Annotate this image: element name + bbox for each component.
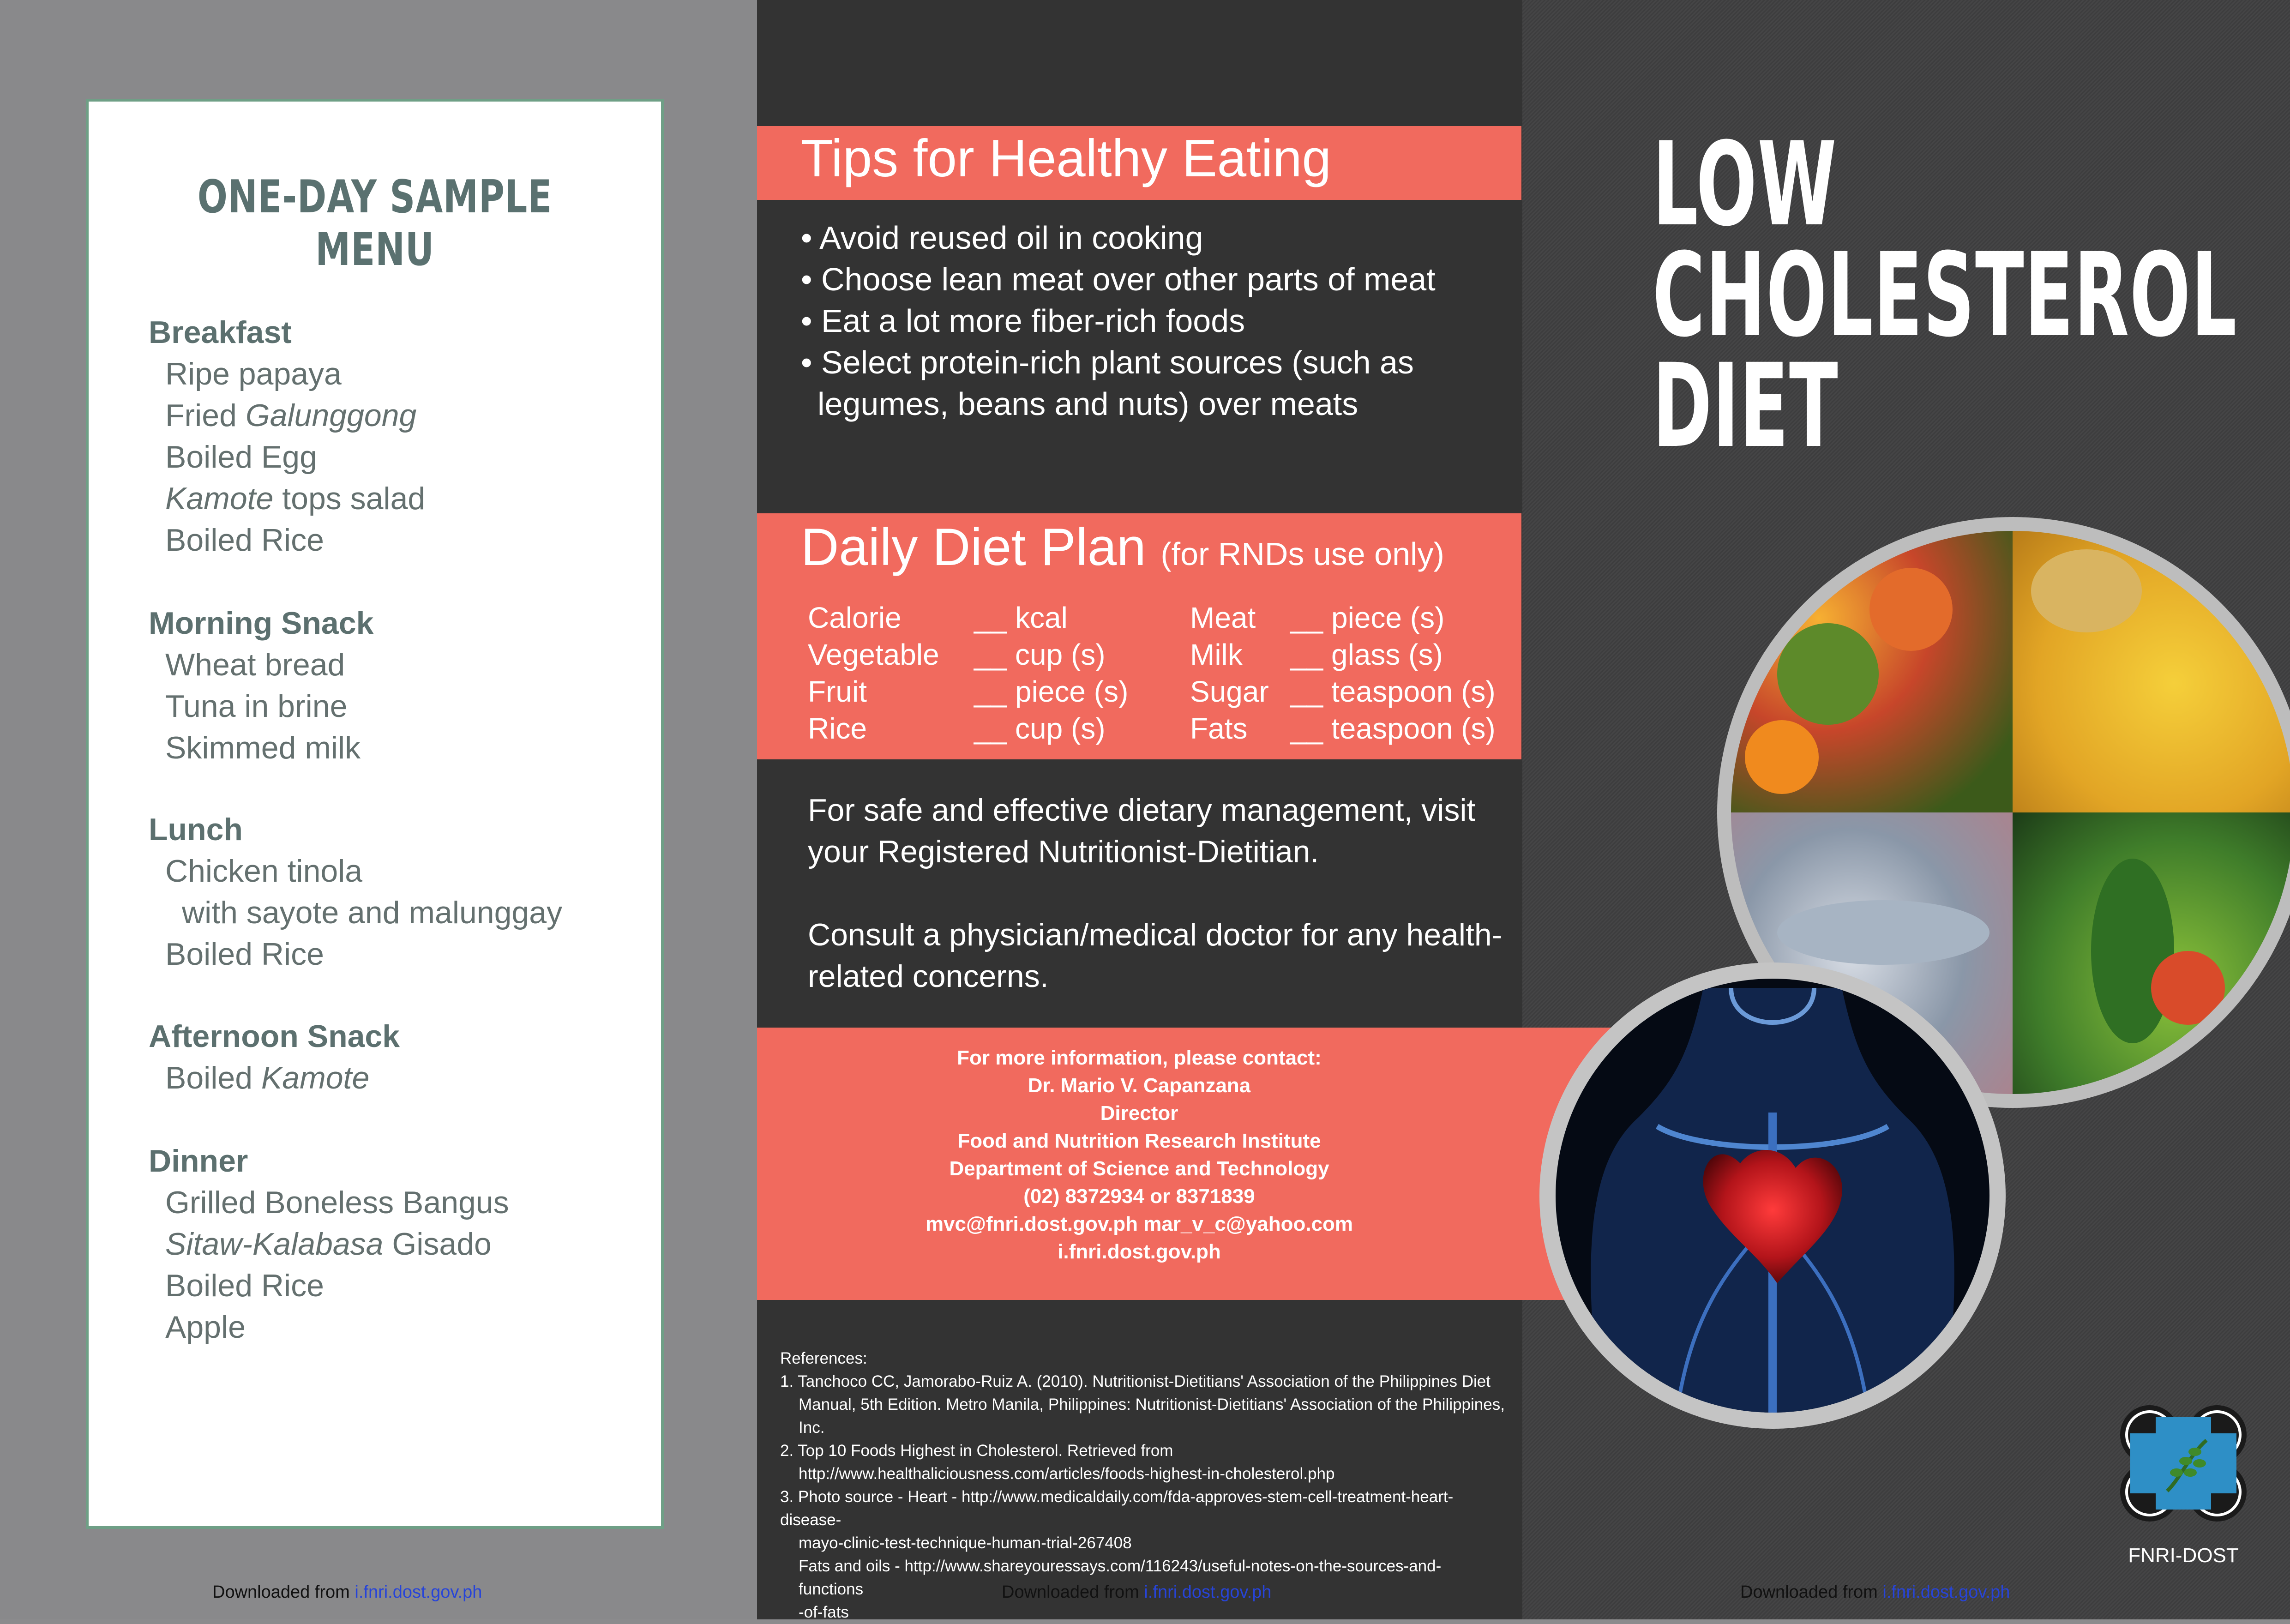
meal-breakfast [149, 312, 425, 561]
plan-value: __ piece (s) [974, 675, 1129, 708]
meal-item: Boiled Kamote [165, 1060, 370, 1095]
meal-dinner [149, 1140, 509, 1348]
tip-item: • Avoid reused oil in cooking [801, 220, 1203, 256]
plan-value: __ kcal [974, 601, 1068, 634]
meal-item: Sitaw-Kalabasa Gisado [165, 1227, 492, 1262]
meal-item: Fried Galunggong [165, 398, 417, 433]
meal-title: Morning Snack [149, 606, 374, 641]
reference-line: Inc. [799, 1419, 825, 1437]
meal-title: Dinner [149, 1143, 248, 1179]
download-prefix: Downloaded from [1002, 1582, 1144, 1602]
contact-line: Department of Science and Technology [949, 1157, 1329, 1180]
meal-item: Boiled Egg [165, 439, 317, 475]
main-title-line: LOW [1653, 117, 1837, 252]
meal-item: Boiled Rice [165, 1268, 324, 1303]
meal-item: Tuna in brine [165, 689, 348, 724]
plan-value: __ teaspoon (s) [1290, 675, 1496, 708]
reference-line: 2. Top 10 Foods Highest in Cholesterol. Retrieved from [780, 1442, 1173, 1460]
meal-item: Apple [165, 1310, 246, 1345]
reference-link[interactable]: Fats and oils - http://www.shareyouressays.com/116243/useful-notes-on-the-sources-and-functions [799, 1557, 1442, 1598]
diet-plan-title [801, 517, 1444, 577]
contact-name: Dr. Mario V. Capanzana [1028, 1074, 1251, 1097]
meal-item: Wheat bread [165, 647, 345, 682]
download-link[interactable]: i.fnri.dost.gov.ph [1882, 1582, 2010, 1602]
plan-value: __ cup (s) [974, 712, 1106, 745]
meal-item: Skimmed milk [165, 730, 361, 765]
reference-link[interactable]: -of-fats [799, 1603, 849, 1621]
meal-title: Lunch [149, 812, 243, 847]
contact-line: Director [1100, 1102, 1178, 1125]
reference-line: Manual, 5th Edition. Metro Manila, Philippines: Nutritionist-Dietitians' Association of the Philippines, [799, 1395, 1505, 1413]
plan-value: __ piece (s) [1290, 601, 1445, 634]
plan-label: Vegetable [808, 638, 939, 671]
meal-afternoon-snack [149, 1016, 400, 1099]
download-prefix: Downloaded from [1740, 1582, 1883, 1602]
plan-label: Fruit [808, 675, 867, 708]
advice-paragraph-1: For safe and effective dietary management, visit your Registered Nutritionist-Dietitian. [808, 793, 1476, 869]
meal-item: Boiled Rice [165, 523, 324, 558]
contact-line: Food and Nutrition Research Institute [957, 1130, 1321, 1152]
plan-label: Rice [808, 712, 867, 745]
meal-item: Ripe papaya [165, 356, 342, 391]
download-note [1740, 1582, 2010, 1602]
download-link[interactable]: i.fnri.dost.gov.ph [1144, 1582, 1272, 1602]
contact-website[interactable]: i.fnri.dost.gov.ph [1058, 1240, 1221, 1263]
meal-morning-snack [149, 602, 373, 769]
meal-item: with sayote and malunggay [182, 895, 563, 930]
logo-label: FNRI-DOST [2128, 1544, 2239, 1567]
meal-item: Chicken tinola [165, 854, 363, 889]
plan-value: __ cup (s) [974, 638, 1106, 671]
sample-menu-card [86, 99, 664, 1529]
plan-value: __ glass (s) [1290, 638, 1443, 671]
fnri-dost-logo-icon [2116, 1403, 2250, 1523]
reference-line: 3. Photo source - Heart - http://www.medicaldaily.com/fda-approves-stem-cell-treatment-heart-disease- [780, 1488, 1454, 1529]
contact-phone: (02) 8372934 or 8371839 [1023, 1185, 1255, 1208]
plan-label: Sugar [1190, 675, 1269, 708]
download-note [1002, 1582, 1271, 1602]
contact-line: For more information, please contact: [957, 1047, 1322, 1069]
tip-item: • Choose lean meat over other parts of meat [801, 261, 1436, 297]
plan-label: Fats [1190, 712, 1248, 745]
plan-label: Calorie [808, 601, 902, 634]
download-link[interactable]: i.fnri.dost.gov.ph [355, 1582, 482, 1602]
meal-title: Breakfast [149, 315, 292, 350]
advice-paragraph-2: Consult a physician/medical doctor for any health-related concerns. [808, 917, 1503, 994]
main-title-line: CHOLESTEROL [1653, 228, 2237, 362]
plan-label: Milk [1190, 638, 1243, 671]
plan-value: __ teaspoon (s) [1290, 712, 1496, 745]
download-note [212, 1582, 482, 1602]
tips-list [801, 217, 1512, 425]
tip-item: • Eat a lot more fiber-rich foods [801, 303, 1245, 339]
contact-email[interactable]: mvc@fnri.dost.gov.ph mar_v_c@yahoo.com [925, 1213, 1353, 1235]
tip-item: • Select protein-rich plant sources (such as legumes, beans and nuts) over meats [801, 344, 1414, 422]
main-title-line: DIET [1653, 339, 1839, 473]
meal-item: Boiled Rice [165, 937, 324, 972]
download-prefix: Downloaded from [212, 1582, 355, 1602]
diet-plan-subtitle: (for RNDs use only) [1160, 536, 1444, 572]
reference-link[interactable]: http://www.healthaliciousness.com/articles/foods-highest-in-cholesterol.php [799, 1465, 1335, 1483]
plan-label: Meat [1190, 601, 1256, 634]
contact-info [757, 1044, 1521, 1266]
meal-item: Kamote tops salad [165, 481, 426, 516]
meal-lunch [149, 809, 562, 975]
diet-plan-title-text: Daily Diet Plan [801, 518, 1146, 577]
meal-title: Afternoon Snack [149, 1019, 400, 1054]
reference-line: 1. Tanchoco CC, Jamorabo-Ruiz A. (2010). Nutritionist-Dietitians' Association of the Philippines Diet [780, 1372, 1491, 1390]
menu-title: ONE-DAY SAMPLE MENU [197, 171, 553, 276]
main-title [1653, 117, 2237, 473]
heart-anatomy-image [1537, 960, 2008, 1431]
references-heading: References: [780, 1349, 867, 1367]
meal-item: Grilled Boneless Bangus [165, 1185, 509, 1220]
reference-link[interactable]: mayo-clinic-test-technique-human-trial-267408 [799, 1534, 1132, 1552]
tips-title: Tips for Healthy Eating [801, 129, 1331, 188]
